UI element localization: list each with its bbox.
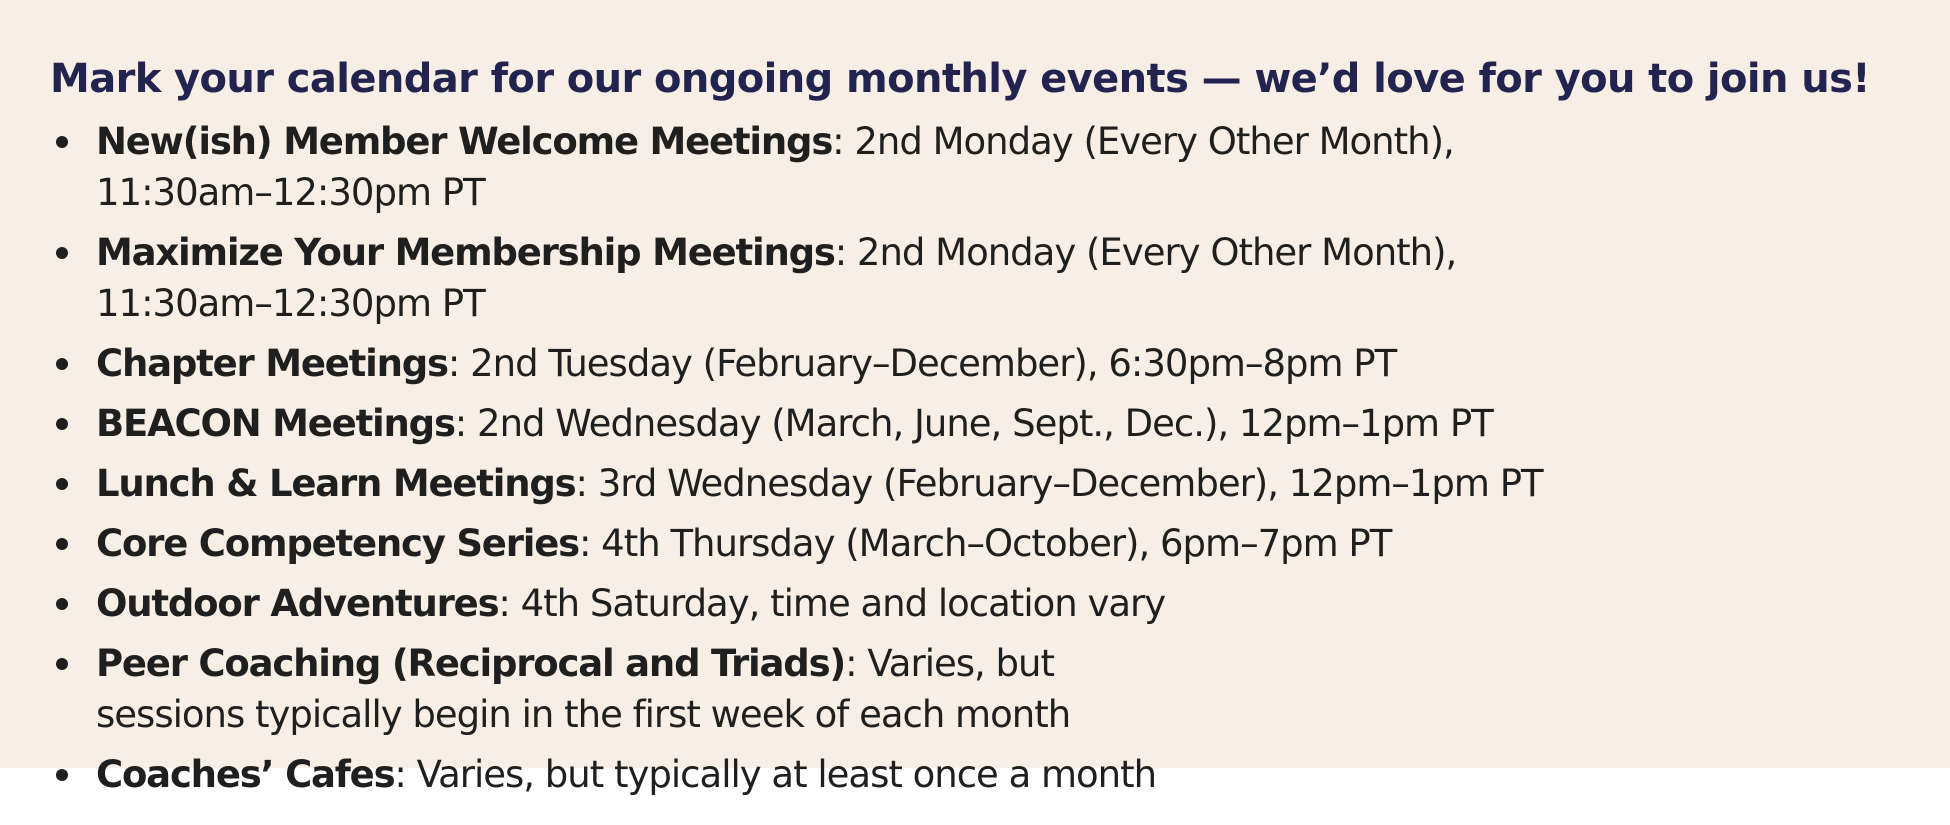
event-name: Maximize Your Membership Meetings bbox=[96, 231, 835, 274]
event-name: BEACON Meetings bbox=[96, 402, 455, 445]
section-heading: Mark your calendar for our ongoing monthly events — we’d love for you to join us! bbox=[50, 56, 1870, 102]
event-details: : 4th Thursday (March–October), 6pm–7pm PT bbox=[578, 522, 1392, 565]
bullet-icon bbox=[56, 247, 68, 259]
event-name: New(ish) Member Welcome Meetings bbox=[96, 120, 833, 163]
event-text bbox=[96, 116, 1616, 218]
event-text bbox=[96, 638, 1176, 740]
event-item-beacon-meetings bbox=[50, 398, 1950, 449]
event-item-member-welcome bbox=[50, 116, 1950, 218]
event-name: Outdoor Adventures bbox=[96, 582, 499, 625]
bullet-icon bbox=[56, 769, 68, 781]
event-text bbox=[96, 518, 1391, 569]
event-name: Chapter Meetings bbox=[96, 342, 448, 385]
event-details: : 2nd Monday (Every Other Month), 11:30am–12:30pm PT bbox=[96, 120, 1454, 214]
bullet-icon bbox=[56, 538, 68, 550]
event-details: : 3rd Wednesday (February–December), 12pm–1pm PT bbox=[575, 462, 1543, 505]
event-details: : 2nd Wednesday (March, June, Sept., Dec.), 12pm–1pm PT bbox=[454, 402, 1493, 445]
event-item-maximize-membership bbox=[50, 227, 1950, 329]
event-item-lunch-and-learn bbox=[50, 458, 1950, 509]
event-item-chapter-meetings bbox=[50, 338, 1950, 389]
event-text bbox=[96, 338, 1396, 389]
event-details: : Varies, but sessions typically begin in the first week of each month bbox=[96, 642, 1071, 736]
event-text bbox=[96, 458, 1543, 509]
event-name: Coaches’ Cafes bbox=[96, 753, 395, 796]
event-item-outdoor-adventures bbox=[50, 578, 1950, 629]
event-item-coaches-cafes bbox=[50, 749, 1950, 800]
event-name: Peer Coaching (Reciprocal and Triads) bbox=[96, 642, 846, 685]
event-name: Lunch & Learn Meetings bbox=[96, 462, 576, 505]
event-item-peer-coaching bbox=[50, 638, 1950, 740]
event-details: : 2nd Tuesday (February–December), 6:30pm–8pm PT bbox=[447, 342, 1397, 385]
event-name: Core Competency Series bbox=[96, 522, 579, 565]
bullet-icon bbox=[56, 658, 68, 670]
event-text bbox=[96, 578, 1165, 629]
event-details: : 2nd Monday (Every Other Month), 11:30am–12:30pm PT bbox=[96, 231, 1457, 325]
event-text bbox=[96, 398, 1493, 449]
event-text bbox=[96, 749, 1156, 800]
bullet-icon bbox=[56, 418, 68, 430]
bullet-icon bbox=[56, 136, 68, 148]
event-details: : 4th Saturday, time and location vary bbox=[498, 582, 1166, 625]
event-text bbox=[96, 227, 1616, 329]
event-item-core-competency bbox=[50, 518, 1950, 569]
bullet-icon bbox=[56, 358, 68, 370]
event-details: : Varies, but typically at least once a month bbox=[394, 753, 1157, 796]
events-list bbox=[50, 116, 1950, 800]
bullet-icon bbox=[56, 478, 68, 490]
bullet-icon bbox=[56, 598, 68, 610]
